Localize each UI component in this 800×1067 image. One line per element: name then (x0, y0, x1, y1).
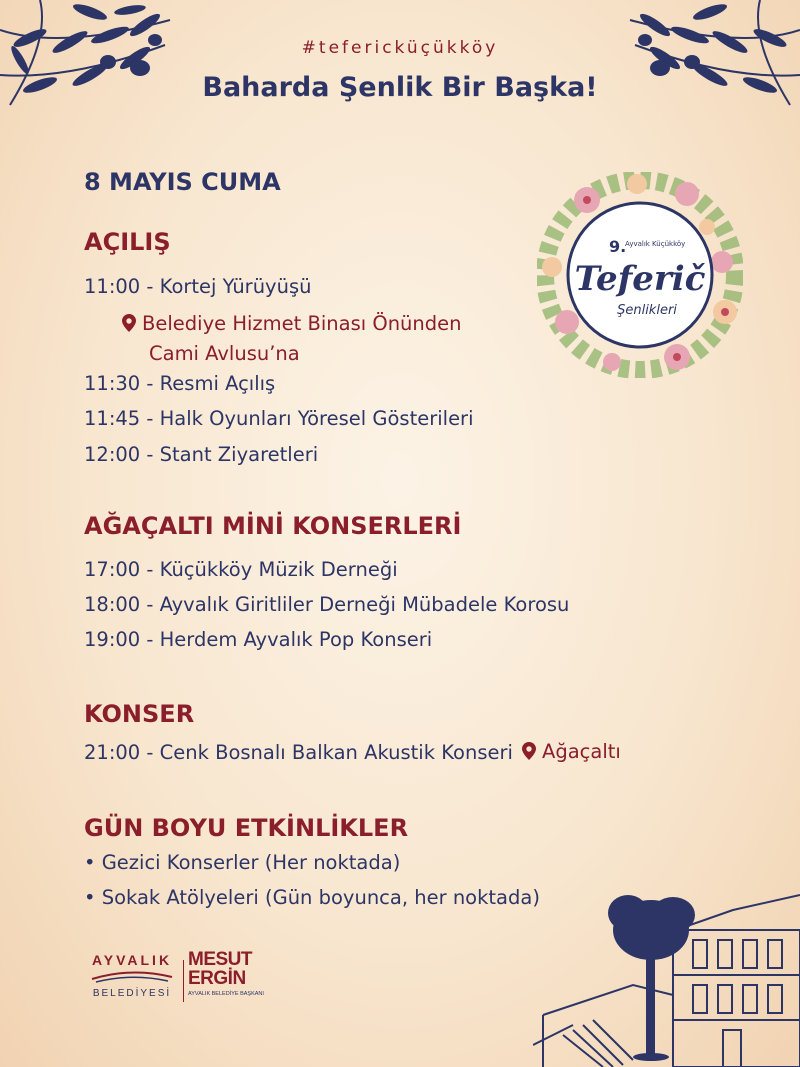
hashtag: #tefericküçükköy (301, 38, 499, 58)
location-opening (122, 309, 462, 369)
badge-number: 9. (609, 237, 627, 256)
schedule-item: 12:00 - Stant Ziyaretleri (84, 443, 319, 466)
schedule-item: 19:00 - Herdem Ayvalık Pop Konseri (84, 628, 433, 651)
location-pin-icon (122, 314, 136, 332)
event-date: 8 MAYIS CUMA (84, 168, 281, 196)
schedule-item: 17:00 - Küçükköy Müzik Derneği (84, 558, 398, 581)
logo-divider (183, 960, 184, 1002)
badge-place: Ayvalık Küçükköy (625, 240, 686, 248)
mayor-logo: MESUT ERGİN AYVALIK BELEDİYE BAŞKANI (188, 949, 264, 997)
badge-subtitle: Şenlikleri (617, 303, 677, 318)
page-title: Baharda Şenlik Bir Başka! (202, 72, 598, 103)
building-illustration (533, 885, 800, 1067)
location-text: Ağaçaltı (542, 740, 621, 763)
festival-badge (537, 172, 743, 378)
section-title-all-day: GÜN BOYU ETKİNLİKLER (84, 814, 409, 842)
location-text: Belediye Hizmet Binası Önünden (142, 312, 462, 335)
section-title-opening: AÇILIŞ (84, 228, 171, 256)
schedule-item: 11:45 - Halk Oyunları Yöresel Gösterileri (84, 407, 474, 430)
section-title-mini-concerts: AĞAÇALTI MİNİ KONSERLERİ (84, 512, 462, 540)
location-pin-icon (522, 742, 536, 760)
schedule-item: 21:00 - Cenk Bosnalı Balkan Akustik Konseri (84, 741, 513, 764)
list-item: • Gezici Konserler (Her noktada) (84, 851, 401, 874)
logo-swoosh-icon (90, 969, 174, 985)
schedule-item: 11:00 - Kortej Yürüyüşü (84, 275, 312, 298)
schedule-item: 18:00 - Ayvalık Giritliler Derneği Mübadele Korosu (84, 593, 570, 616)
badge-name: Teferič (574, 259, 706, 299)
location-text: Cami Avlusu’na (149, 342, 300, 365)
ayvalik-belediyesi-logo: AYVALIK BELEDİYESİ (91, 952, 173, 999)
section-title-concert: KONSER (84, 700, 195, 728)
location-concert (522, 737, 621, 767)
schedule-item: 11:30 - Resmi Açılış (84, 372, 276, 395)
list-item: • Sokak Atölyeleri (Gün boyunca, her noktada) (84, 886, 540, 909)
